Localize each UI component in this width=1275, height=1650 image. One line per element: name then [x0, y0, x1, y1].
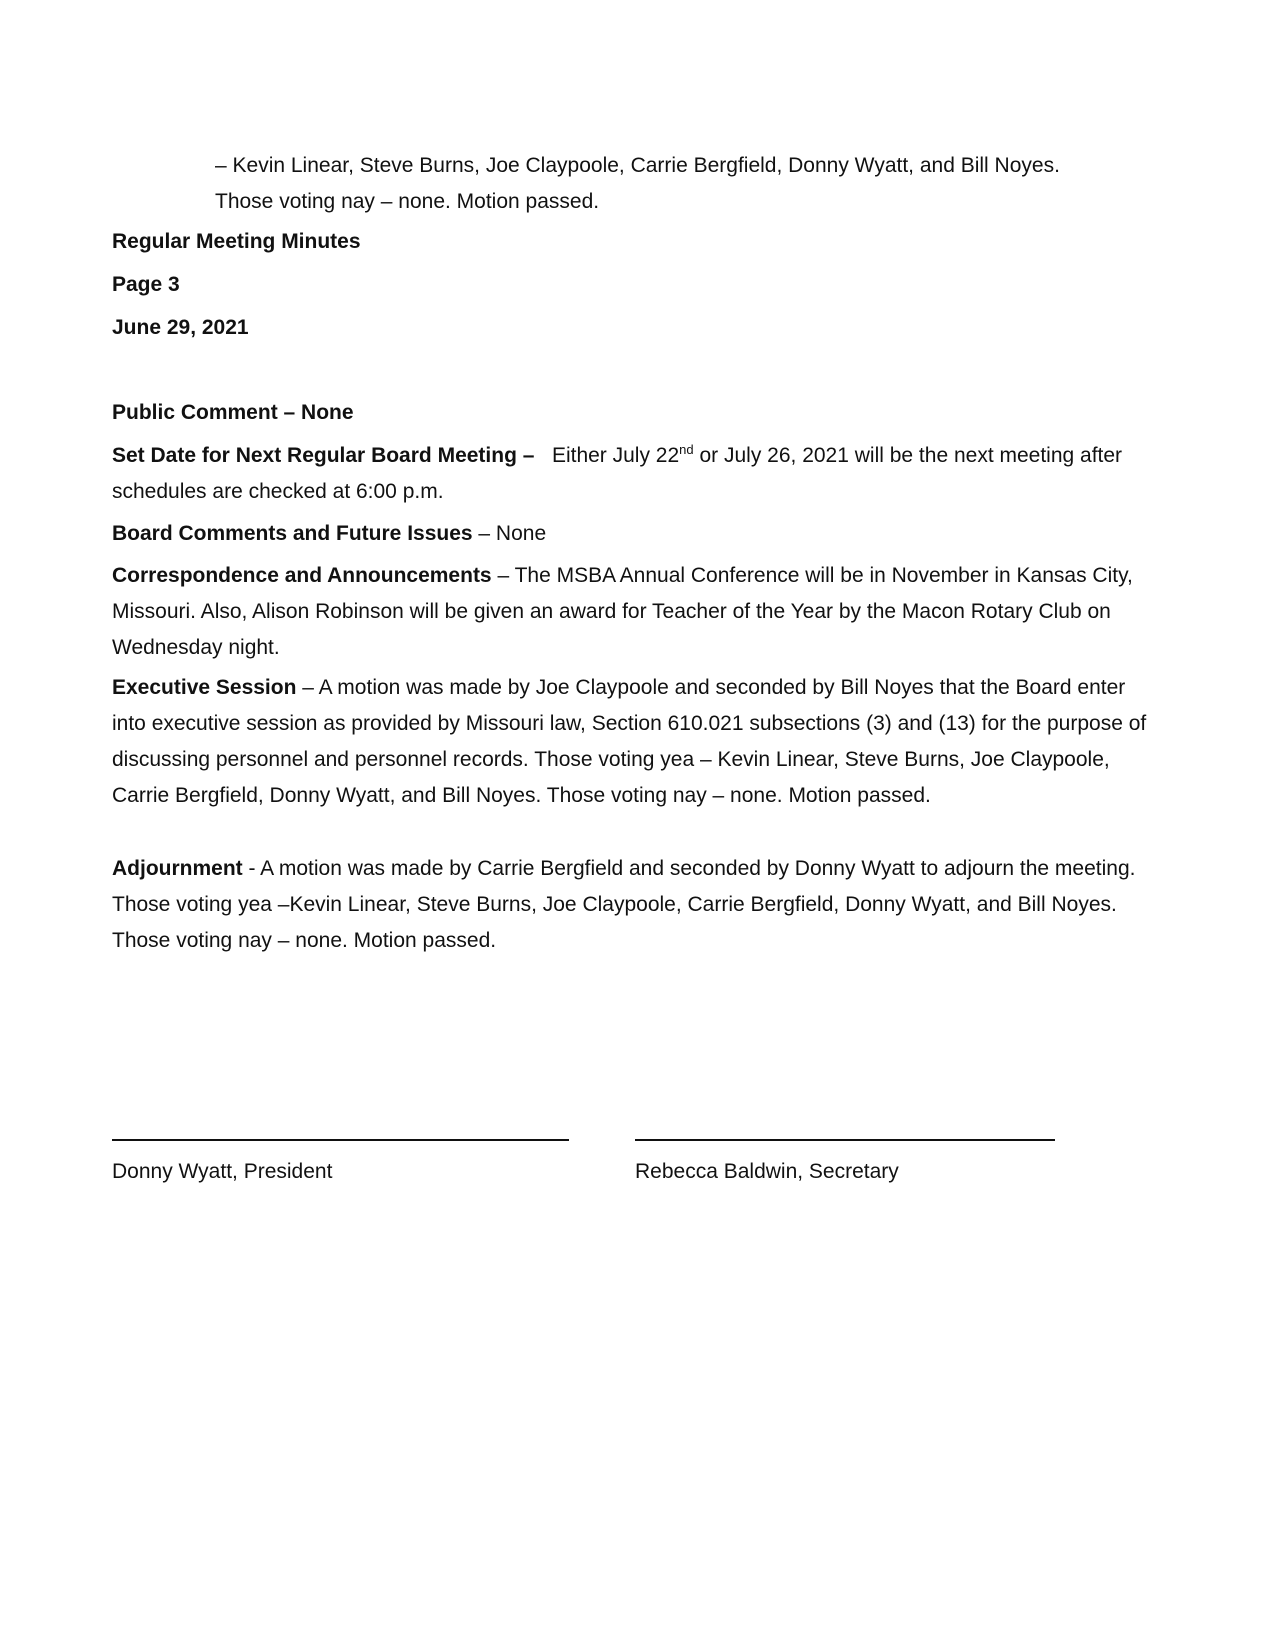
meeting-date: June 29, 2021: [112, 316, 249, 339]
adjournment-heading: Adjournment: [112, 857, 243, 880]
adjournment-section: [112, 851, 1152, 959]
board-comments-heading: Board Comments and Future Issues: [112, 522, 473, 545]
next-meeting-text-a: Either July 22: [551, 444, 680, 467]
secretary-signature-label: Rebecca Baldwin, Secretary: [635, 1160, 899, 1183]
continuation-line-2: Those voting nay – none. Motion passed.: [215, 190, 600, 213]
adjournment-text: - A motion was made by Carrie Bergfield and seconded by Donny Wyatt to adjourn the meeting. Those voting yea –Kevin Linear, Steve Burns, Joe Claypoole, Carrie Bergfield, Donny Wyatt, and Bill Noyes. Those voting nay – none. Motion passed.: [112, 857, 1136, 952]
board-comments-text: – None: [472, 522, 547, 545]
executive-session-heading: Executive Session: [112, 676, 297, 699]
document-title: Regular Meeting Minutes: [112, 230, 361, 253]
page-number: Page 3: [112, 273, 180, 296]
executive-session-section: [112, 670, 1152, 814]
president-signature-label: Donny Wyatt, President: [112, 1160, 333, 1183]
continuation-text: [215, 148, 1155, 220]
next-meeting-heading: Set Date for Next Regular Board Meeting –: [112, 444, 535, 467]
next-meeting-section: [112, 438, 1152, 510]
president-signature-line: [112, 1139, 569, 1141]
secretary-signature-line: [635, 1139, 1055, 1141]
continuation-line-1: – Kevin Linear, Steve Burns, Joe Claypoole, Carrie Bergfield, Donny Wyatt, and Bill Noyes.: [215, 154, 1060, 177]
correspondence-text: – The MSBA Annual Conference will be in November in Kansas City, Missouri. Also, Alison Robinson will be given an award for Teacher of the Year by the Macon Rotary Club on Wednesday night.: [112, 564, 1133, 659]
correspondence-section: [112, 558, 1152, 666]
board-comments-section: [112, 516, 1152, 552]
correspondence-heading: Correspondence and Announcements: [112, 564, 492, 587]
ordinal-suffix: nd: [679, 442, 694, 457]
next-meeting-text-b: or July 26, 2021 will be the next meeting after schedules are checked at 6:00 p.m.: [112, 444, 1123, 503]
public-comment-heading: Public Comment – None: [112, 401, 354, 424]
executive-session-text: – A motion was made by Joe Claypoole and seconded by Bill Noyes that the Board enter into executive session as provided by Missouri law, Section 610.021 subsections (3) and (13) for the purpose of discussing personnel and personnel records. Those voting yea – Kevin Linear, Steve Burns, Joe Claypoole, Carrie Bergfield, Donny Wyatt, and Bill Noyes. Those voting nay – none. Motion passed.: [112, 676, 1147, 807]
